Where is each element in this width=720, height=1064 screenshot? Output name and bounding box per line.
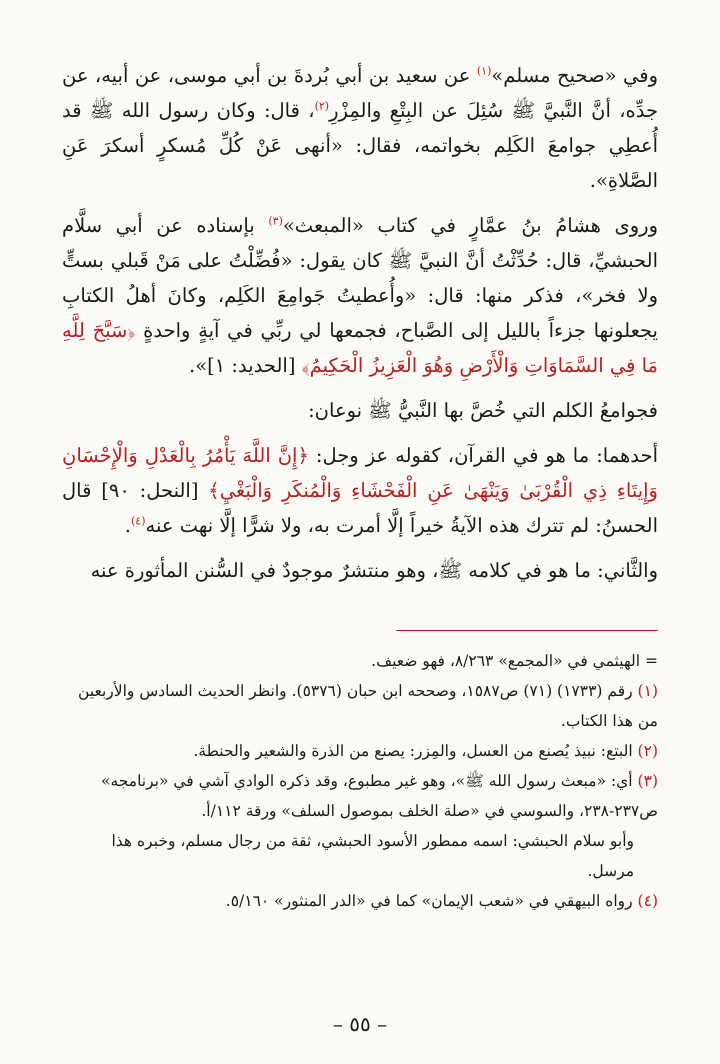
footnote-marker: (٤)	[130, 514, 146, 528]
footnote: (٢) البتع: نبيذ يُصنع من العسل، والمِزر: يصنع من الذرة والشعير والحنطة.	[193, 742, 658, 760]
footnote: (١) رقم (١٧٣٣) (٧١) ص١٥٨٧، وصححه ابن حبان (٥٣٧٦). وانظر الحديث السادس والأربعين من هذا الكتاب.	[78, 682, 658, 730]
text-run: ، قال: وكان رسول الله ﷺ قد أُعطِي جوامعَ الكَلِم بخواتمه، فقال: «أنهى عَنْ كُلِّ مُسكرٍ أسكرَ عَنِ الصَّلاةِ».	[62, 99, 658, 192]
text-run: وروى هشامُ بنُ عمَّارٍ في كتاب «المبعث»	[282, 214, 658, 237]
paragraph	[62, 393, 658, 428]
text-run: [الحديد: ١]».	[189, 354, 302, 377]
paragraph	[62, 208, 658, 383]
paragraph	[62, 553, 658, 588]
text-run: [النحل: ٩٠] قال الحسنُ: لم تترك هذه الآيةُ خيراً إلَّا أمرت به، ولا شرًّا إلَّا نهت عنه	[62, 479, 658, 537]
footnote: (٤) رواه البيهقي في «شعب الإيمان» كما في «الدر المنثور» ٥/١٦٠.	[225, 892, 658, 910]
page-number: – ٥٥ –	[332, 1012, 388, 1036]
footnote-marker: (١)	[476, 64, 492, 78]
footnote-marker: (٢)	[314, 99, 330, 113]
text-run: أحدهما: ما هو في القرآن، كقوله عز وجل:	[308, 444, 658, 467]
text-run: .	[124, 514, 131, 537]
text-run: فجوامعُ الكلم التي خُصَّ بها النَّبيُّ ﷺ نوعان:	[308, 399, 658, 422]
text-run: بإسناده عن أبي سلَّام الحبشيِّ، قال: حُدِّثْتُ أنَّ النبيَّ ﷺ كان يقول: «فُضِّلْتُ على مَنْ قَبلي بستٍّ ولا فخر»، فذكر منها: قال: «وأُعطيتُ جَوامِعَ الكَلِم، وكانَ أهلُ الكتابِ يجعلونها جزءاً بالليل إلى الصَّباح، فجمعها لي ربِّي في آيةٍ واحدةٍ	[62, 214, 658, 342]
footnote: = الهيثمي في «المجمع» ٨/٢٦٣، فهو ضعيف.	[371, 652, 658, 670]
paragraph	[62, 58, 658, 198]
text-run: والثَّاني: ما هو في كلامه ﷺ، وهو منتشرٌ موجودٌ في السُّنن المأثورة عنه	[90, 559, 658, 582]
footnote: وأبو سلام الحبشي: اسمه ممطور الأسود الحبشي، ثقة من رجال مسلم، وخبره هذا مرسل.	[111, 832, 634, 880]
paragraph	[62, 438, 658, 543]
footnote: (٣) أي: «مبعث رسول الله ﷺ»، وهو غير مطبوع، وقد ذكره الوادي آشي في «برنامجه» ص٢٣٧-٢٣٨، والسوسي في «صلة الخلف بموصول السلف» ورقة ١١٢/أ.	[100, 772, 658, 820]
text-run: وفي «صحيح مسلم»	[491, 64, 658, 87]
separator-line	[396, 630, 658, 631]
footnotes	[62, 646, 658, 916]
footnote-marker: (٣)	[268, 214, 283, 228]
footnote-separator	[62, 618, 658, 646]
quran-verse: ﴿إِنَّ اللَّهَ يَأْمُرُ بِالْعَدْلِ وَالْإِحْسَانِ وَإِيتَاءِ ذِي الْقُرْبَىٰ وَيَنْهَىٰ عَنِ الْفَحْشَاءِ وَالْمُنكَرِ وَالْبَغْيِ﴾	[62, 444, 658, 502]
text-run: عن سعيد بن أبي بُردةَ بن أبي موسى، عن أبيه، عن جدِّه، أنَّ النَّبيَّ ﷺ سُئِلَ عن البِتْعِ والمِزْرِ	[62, 64, 658, 122]
quran-verse: ﴿سَبَّحَ لِلَّهِ مَا فِي السَّمَاوَاتِ وَالْأَرْضِ وَهُوَ الْعَزِيزُ الْحَكِيمُ﴾	[62, 319, 658, 377]
main-text	[62, 58, 658, 588]
